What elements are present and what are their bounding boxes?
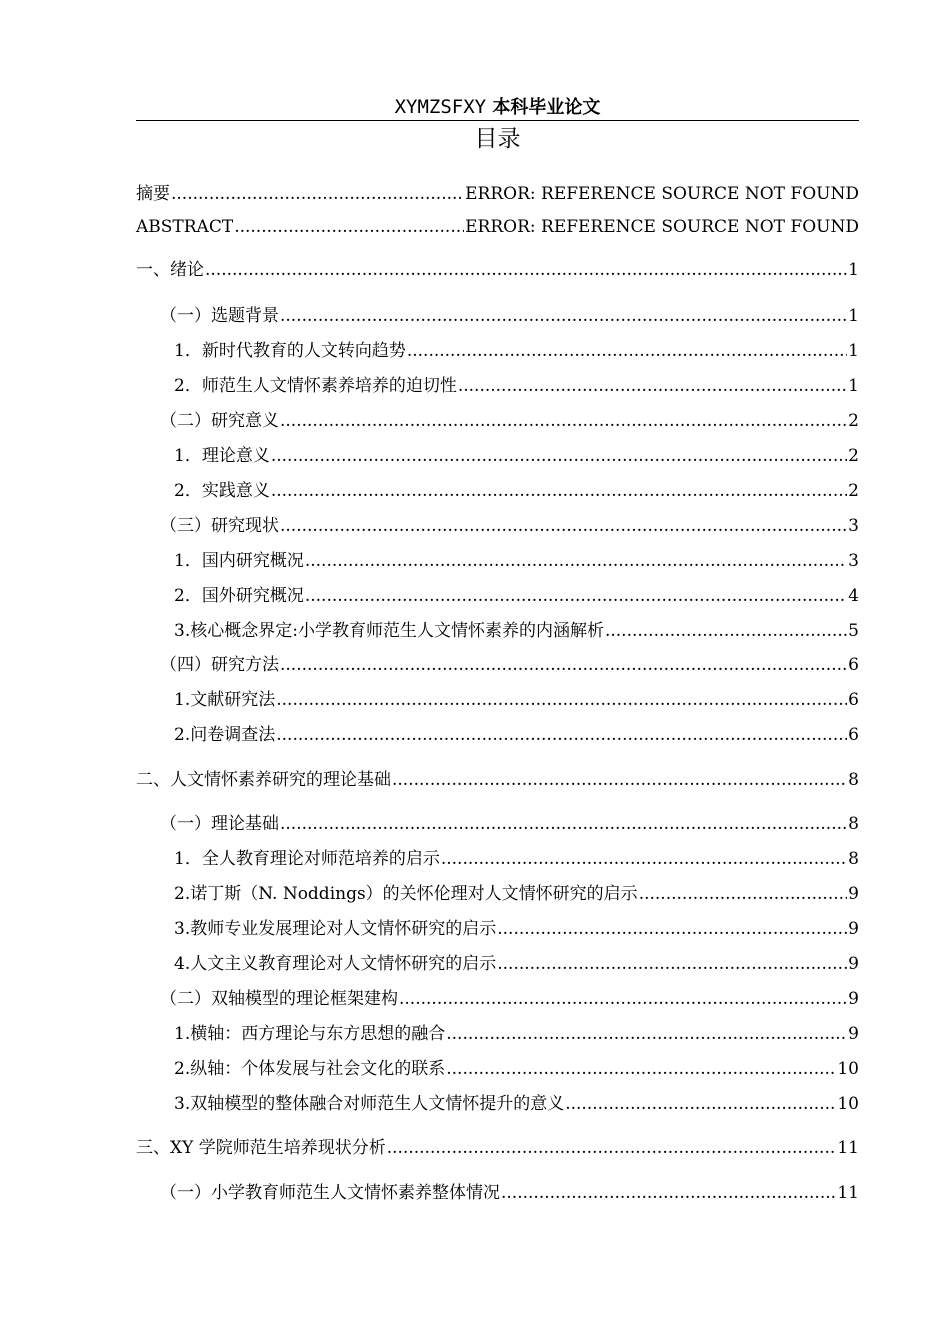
toc-entry-label: 2.问卷调查法 bbox=[174, 725, 276, 745]
toc-entry-label: 二、人文情怀素养研究的理论基础 bbox=[136, 770, 391, 790]
toc-entry-label: 1.文献研究法 bbox=[174, 690, 276, 710]
toc-entry-subsection[interactable] bbox=[174, 550, 859, 572]
toc-entry-label: 2.诺丁斯（N. Noddings）的关怀伦理对人文情怀研究的启示 bbox=[174, 884, 638, 904]
toc-entry-subsection[interactable] bbox=[174, 883, 859, 905]
dot-leader bbox=[497, 953, 847, 975]
dot-leader bbox=[305, 585, 847, 607]
toc-entry-subsection[interactable] bbox=[174, 585, 859, 607]
dot-leader bbox=[280, 654, 847, 676]
toc-entry-page: 8 bbox=[848, 770, 859, 790]
toc-entry-section[interactable] bbox=[160, 305, 859, 327]
toc-entry-chapter[interactable] bbox=[136, 259, 859, 281]
toc-entry-subsection[interactable] bbox=[174, 918, 859, 940]
toc-entry-label: （一）选题背景 bbox=[160, 306, 279, 326]
toc-entry-subsection[interactable] bbox=[174, 724, 859, 746]
toc-entry-subsection[interactable] bbox=[174, 689, 859, 711]
toc-entry-label: 2．师范生人文情怀素养培养的迫切性 bbox=[174, 376, 457, 396]
toc-entry-page: 1 bbox=[848, 260, 859, 280]
toc-entry-label: 2.纵轴：个体发展与社会文化的联系 bbox=[174, 1059, 446, 1079]
toc-entry-page: ERROR: REFERENCE SOURCE NOT FOUND bbox=[465, 184, 859, 204]
toc-entry-page: ERROR: REFERENCE SOURCE NOT FOUND bbox=[465, 217, 859, 237]
toc-entry-page: 1 bbox=[848, 341, 859, 361]
toc-entry-page: 6 bbox=[848, 725, 859, 745]
toc-entry-label: （二）双轴模型的理论框架建构 bbox=[160, 989, 398, 1009]
toc-entry-section[interactable] bbox=[160, 813, 859, 835]
dot-leader bbox=[271, 445, 847, 467]
dot-leader bbox=[171, 183, 464, 205]
dot-leader bbox=[501, 1182, 836, 1204]
toc-entry-page: 10 bbox=[837, 1059, 859, 1079]
toc-entry-page: 8 bbox=[848, 814, 859, 834]
toc-entry-label: （二）研究意义 bbox=[160, 411, 279, 431]
toc-entry-page: 11 bbox=[837, 1183, 859, 1203]
toc-entry-page: 3 bbox=[848, 516, 859, 536]
toc-entry-subsection[interactable] bbox=[174, 340, 859, 362]
toc-entry-label: （一）小学教育师范生人文情怀素养整体情况 bbox=[160, 1183, 500, 1203]
header-thesis-label: 本科毕业论文 bbox=[486, 97, 601, 118]
toc-entry-label: 4.人文主义教育理论对人文情怀研究的启示 bbox=[174, 954, 497, 974]
toc-entry-page: 2 bbox=[848, 446, 859, 466]
toc-title: 目录 bbox=[474, 126, 521, 152]
dot-leader bbox=[446, 1023, 847, 1045]
toc-entry-page: 11 bbox=[837, 1138, 859, 1158]
toc-entry-label: 3.核心概念界定:小学教育师范生人文情怀素养的内涵解析 bbox=[174, 621, 604, 641]
toc-entry-section[interactable] bbox=[160, 515, 859, 537]
toc-entry-page: 10 bbox=[837, 1094, 859, 1114]
toc-entry-subsection[interactable] bbox=[174, 1023, 859, 1045]
toc-entry-label: ABSTRACT bbox=[136, 217, 234, 237]
toc-entry-section[interactable] bbox=[160, 654, 859, 676]
toc-entry-page: 1 bbox=[848, 306, 859, 326]
dot-leader bbox=[280, 515, 847, 537]
toc-entry-label: 3.教师专业发展理论对人文情怀研究的启示 bbox=[174, 919, 497, 939]
toc-entry-subsection[interactable] bbox=[174, 848, 859, 870]
toc-entry-page: 9 bbox=[848, 884, 859, 904]
toc-entry-page: 3 bbox=[848, 551, 859, 571]
toc-entry-page: 2 bbox=[848, 411, 859, 431]
toc-entry-label: 1.横轴：西方理论与东方思想的融合 bbox=[174, 1024, 446, 1044]
dot-leader bbox=[387, 1137, 837, 1159]
toc-entry-label: 2．实践意义 bbox=[174, 481, 270, 501]
toc-entry-label: 1．全人教育理论对师范培养的启示 bbox=[174, 849, 440, 869]
dot-leader bbox=[639, 883, 847, 905]
toc-entry-abstract-cn[interactable] bbox=[136, 183, 859, 205]
dot-leader bbox=[234, 216, 464, 238]
toc-entry-page: 9 bbox=[848, 919, 859, 939]
dot-leader bbox=[441, 848, 847, 870]
dot-leader bbox=[271, 480, 847, 502]
toc-entry-chapter[interactable] bbox=[136, 769, 859, 791]
dot-leader bbox=[205, 259, 847, 281]
header-school-code: XYMZSFXY bbox=[394, 96, 487, 118]
toc-entry-page: 5 bbox=[848, 621, 859, 641]
toc-entry-subsection[interactable] bbox=[174, 620, 859, 642]
toc-entry-section[interactable] bbox=[160, 410, 859, 432]
toc-entry-subsection[interactable] bbox=[174, 480, 859, 502]
toc-entry-subsection[interactable] bbox=[174, 1093, 859, 1115]
toc-entry-label: 摘要 bbox=[136, 184, 170, 204]
toc-entry-label: （三）研究现状 bbox=[160, 516, 279, 536]
toc-entry-section[interactable] bbox=[160, 988, 859, 1010]
toc-entry-page: 9 bbox=[848, 1024, 859, 1044]
toc-entry-label: 1．新时代教育的人文转向趋势 bbox=[174, 341, 406, 361]
toc-entry-section[interactable] bbox=[160, 1182, 859, 1204]
dot-leader bbox=[407, 340, 847, 362]
toc-entry-abstract-en[interactable] bbox=[136, 216, 859, 238]
toc-entry-page: 6 bbox=[848, 690, 859, 710]
dot-leader bbox=[392, 769, 847, 791]
toc-entry-subsection[interactable] bbox=[174, 1058, 859, 1080]
dot-leader bbox=[446, 1058, 836, 1080]
dot-leader bbox=[280, 410, 847, 432]
toc-entry-page: 8 bbox=[848, 849, 859, 869]
dot-leader bbox=[280, 305, 847, 327]
toc-entry-page: 9 bbox=[848, 954, 859, 974]
dot-leader bbox=[276, 689, 847, 711]
dot-leader bbox=[276, 724, 847, 746]
toc-entry-subsection[interactable] bbox=[174, 953, 859, 975]
toc-entry-page: 9 bbox=[848, 989, 859, 1009]
dot-leader bbox=[305, 550, 847, 572]
dot-leader bbox=[565, 1093, 836, 1115]
toc-entry-label: 2．国外研究概况 bbox=[174, 586, 304, 606]
dot-leader bbox=[497, 918, 847, 940]
toc-entry-chapter[interactable] bbox=[136, 1137, 859, 1159]
toc-entry-subsection[interactable] bbox=[174, 445, 859, 467]
toc-entry-page: 6 bbox=[848, 655, 859, 675]
toc-entry-label: 一、绪论 bbox=[136, 260, 204, 280]
toc-entry-page: 1 bbox=[848, 376, 859, 396]
page-header bbox=[136, 94, 859, 121]
toc-entry-label: 1．理论意义 bbox=[174, 446, 270, 466]
toc-entry-label: 3.双轴模型的整体融合对师范生人文情怀提升的意义 bbox=[174, 1094, 565, 1114]
toc-entry-label: 1．国内研究概况 bbox=[174, 551, 304, 571]
toc-entry-page: 2 bbox=[848, 481, 859, 501]
dot-leader bbox=[458, 375, 847, 397]
dot-leader bbox=[280, 813, 847, 835]
dot-leader bbox=[399, 988, 847, 1010]
toc-entry-label: （四）研究方法 bbox=[160, 655, 279, 675]
toc-entry-label: （一）理论基础 bbox=[160, 814, 279, 834]
dot-leader bbox=[605, 620, 847, 642]
toc-entry-label: 三、XY 学院师范生培养现状分析 bbox=[136, 1138, 386, 1158]
toc-entry-subsection[interactable] bbox=[174, 375, 859, 397]
toc-entry-page: 4 bbox=[848, 586, 859, 606]
